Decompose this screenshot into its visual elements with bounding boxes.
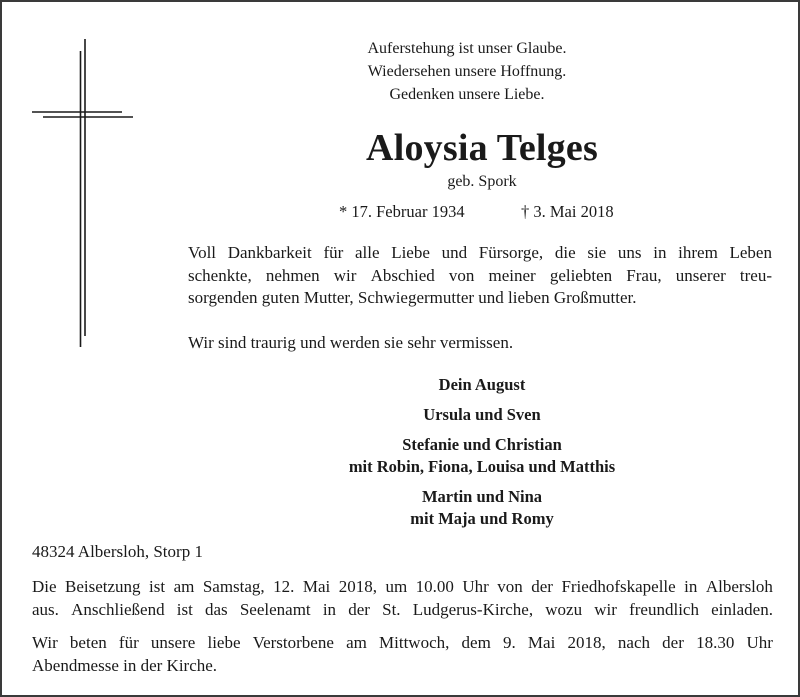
deceased-name: Aloysia Telges bbox=[366, 127, 598, 169]
mourner-line: Dein August bbox=[438, 375, 526, 394]
farewell-paragraph bbox=[188, 242, 772, 310]
motto-verse bbox=[302, 37, 632, 106]
mourner-line: mit Maja und Romy bbox=[410, 509, 554, 528]
mourner-line: Martin und Nina bbox=[421, 487, 543, 506]
paragraph-line: sorgenden guten Mutter, Schwiegermutter und lieben Großmutter. bbox=[188, 288, 637, 307]
mourner-group bbox=[282, 404, 682, 426]
paragraph-line: schenkte, nehmen wir Abschied von meiner geliebten Frau, unserer treu- bbox=[188, 265, 772, 285]
mourner-group bbox=[282, 434, 682, 478]
mourner-line: Ursula und Sven bbox=[423, 405, 541, 424]
motto-line: Auferstehung ist unser Glaube. bbox=[367, 40, 567, 57]
prayer-line: Abendmesse in der Kirche. bbox=[32, 655, 218, 675]
burial-line: Die Beisetzung ist am Samstag, 12. Mai 2018, um 10.00 Uhr von der Friedhofskapelle in Albersloh bbox=[32, 577, 773, 596]
burial-info bbox=[32, 575, 773, 621]
motto-line: Gedenken unsere Liebe. bbox=[389, 86, 545, 103]
mourner-group bbox=[282, 374, 682, 396]
mourner-line: mit Robin, Fiona, Louisa und Matthis bbox=[348, 457, 616, 476]
paragraph-line: Voll Dankbarkeit für alle Liebe und Fürsorge, die sie uns in ihrem Leben bbox=[188, 243, 772, 262]
death-date: † 3. Mai 2018 bbox=[521, 202, 614, 221]
mourner-group bbox=[282, 486, 682, 530]
maiden-name: geb. Spork bbox=[447, 173, 517, 190]
prayer-info bbox=[32, 632, 773, 677]
cross-icon bbox=[2, 2, 162, 362]
motto-line: Wiedersehen unsere Hoffnung. bbox=[367, 63, 567, 80]
mourners-list bbox=[282, 374, 682, 538]
grief-statement: Wir sind traurig und werden sie sehr vermissen. bbox=[188, 333, 514, 352]
birth-date: * 17. Februar 1934 bbox=[339, 202, 465, 221]
mourner-line: Stefanie und Christian bbox=[402, 435, 562, 454]
prayer-line: Wir beten für unsere liebe Verstorbene am Mittwoch, dem 9. Mai 2018, nach der 18.30 Uhr bbox=[32, 633, 773, 652]
burial-line: aus. Anschließend ist das Seelenamt in der St. Ludgerus-Kirche, wozu wir freundlich einladen. bbox=[32, 600, 773, 619]
family-address: 48324 Albersloh, Storp 1 bbox=[32, 542, 203, 561]
